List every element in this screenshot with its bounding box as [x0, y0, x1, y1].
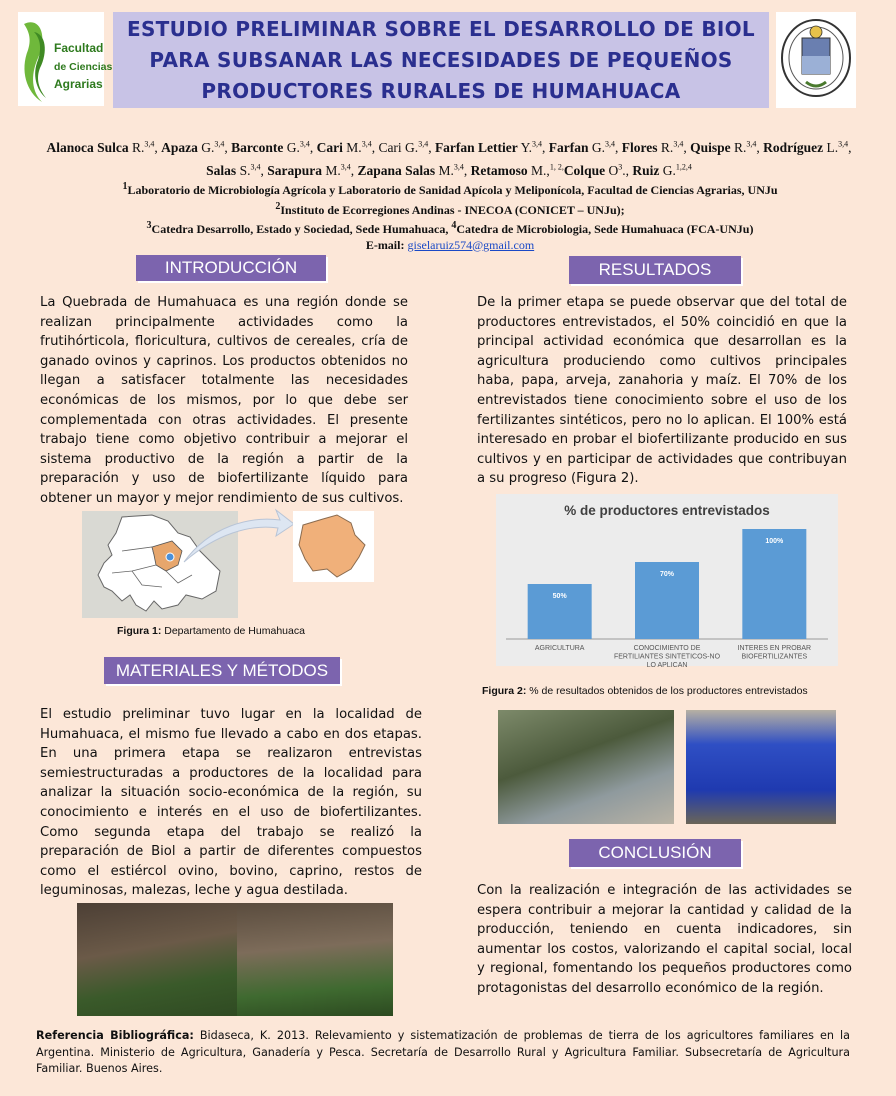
poster-title-box: [113, 12, 769, 108]
author-separator: ,: [224, 139, 232, 155]
author-initial: S.: [236, 163, 251, 178]
author-initial: G.: [283, 139, 300, 155]
author-surname: Farfan Lettier: [434, 139, 518, 155]
chart-title: % de productores entrevistados: [564, 503, 770, 518]
author-initial: R.: [657, 139, 674, 155]
author-affiliation-index: 3,4: [418, 139, 429, 148]
author-initial: L.: [823, 139, 839, 155]
affiliation-1: $^1$Laboratorio de Microbiología Agrícola y Laboratorio de Sanidad Apícola y Meliponícola, Facultad de Ciencias Agrarias, UNJu: [122, 181, 778, 197]
conclusion-text: Con la realización e integración de las actividades se espera contribuir a mejorar la cantidad y calidad de la producción, teniendo en cuenta indicadores, sin aumentar los costos, valorizando el capital social, local y regional, fomentando los pequeños productores como protagonistas del desarrollo económico de la región.: [477, 883, 852, 996]
introduction-text: La Quebrada de Humahuaca es una región donde se realizan principalmente actividades como la frutihórticola, floricultura, cultivos de cereales, cría de ganado ovinos y caprinos. Los productos obtenidos no llegan a satisfacer totalmente las necesidades económicas de los mismos, por lo que debe ser complementada con otras actividades. El presente trabajo tiene como objetivo contribuir a mejorar el sistema productivo de la región a partir de la preparación y uso de biofertilizante líquido para obtener un mayor y mejor rendimiento de sus cultivos.: [40, 295, 408, 506]
materials-text: El estudio preliminar tuvo lugar en la localidad de Humahuaca, el mismo fue llevado a cabo en dos etapas. En una primera etapa se realizaron entrevistas semiestructuradas a productores de la localidad para analizar la situación socio-económica de la región, su conocimiento e interés en el uso de biofertilizantes. Como segunda etapa del trabajo se realizó la preparación de Biol a partir de diferentes compuestos como el estiércol ovino, bovino, caprino, restos de leguminosas, malezas, leche y agua destilada.: [40, 707, 422, 899]
affiliation-3: $^3$Catedra Desarrollo, Estado y Sociedad, Sede Humahuaca, $^4$Catedra de Microbiologia, Sede Humahuaca (FCA-UNJu): [146, 220, 754, 236]
affiliations: [40, 179, 860, 253]
author-affiliation-index: 3,4: [453, 162, 464, 172]
author-initial: R.: [128, 139, 145, 155]
conclusion-heading: CONCLUSIÓN: [569, 839, 741, 867]
author-separator: ,: [154, 139, 162, 155]
zoom-arrow-icon: [180, 506, 296, 566]
author-initial: M.: [342, 139, 362, 155]
author-surname: Rodríguez: [763, 139, 824, 155]
chart-marks: [528, 529, 811, 669]
author-separator: ,: [371, 139, 379, 155]
author-separator: ,: [683, 139, 691, 155]
workshop-photo-right: [237, 903, 393, 1016]
author-separator: ,: [428, 139, 435, 155]
data-label-0: 50%: [552, 593, 567, 600]
svg-text:de Ciencias: de Ciencias: [54, 61, 113, 73]
chart-svg: [496, 494, 838, 669]
author-entry: [564, 163, 633, 178]
author-surname: Sarapura: [267, 163, 322, 178]
author-initial: M.: [435, 163, 454, 178]
category-label-line: CONOCIMIENTO DE: [633, 645, 701, 652]
university-seal: [776, 12, 856, 108]
department-shape-icon: [293, 511, 374, 582]
bibliographic-reference: Referencia Bibliográfica: Bidaseca, K. 2013. Relevamiento y sistematización de problemas de tierra de los agricultores familiares en la Argentina. Ministerio de Agricultura, Ganadería y Pesca. Secretaría de Desarrollo Rural y Agricultura Familiar. Subsecretaría de Agricultura Familiar. Buenos Aires.: [36, 1029, 850, 1075]
author-separator: ,: [615, 139, 622, 155]
author-entry: [378, 140, 435, 155]
author-affiliation-index: 3,4: [144, 139, 155, 148]
author-surname: Farfan: [548, 139, 589, 155]
author-initial: M.,: [527, 163, 550, 178]
category-label-1: [614, 645, 721, 669]
author-entry: [267, 163, 357, 178]
author-entry: [622, 140, 690, 155]
author-entry: [231, 140, 317, 155]
category-label-line: FERTILIANTES SINTETICOS-NO: [613, 653, 721, 661]
author-affiliation-index: 3,4: [214, 139, 225, 148]
svg-text:Agrarias: Agrarias: [54, 77, 103, 91]
author-entry: [549, 140, 622, 155]
author-initial: Cari G.: [378, 139, 419, 155]
category-label-2: [738, 645, 812, 661]
results-text: De la primer etapa se puede observar que del total de productores entrevistados, el 50% coincidió en que la principal actividad económica que desarrollan es la agricultura produciendo como cultivos principales haba, papa, arveja, zanahoria y maíz. El 70% de los entrevistados tiene conocimiento sobre el uso de los fertilizantes sintéticos, pero no lo aplican. El 100% está interesado en probar el biofertilizante producido en sus cultivos y en participar de actividades que contribuyan a su progreso (Figura 2).: [477, 295, 847, 487]
author-surname: Alanoca Sulca: [46, 139, 129, 155]
author-affiliation-index: 1,2,4: [675, 162, 692, 172]
introduction-heading: INTRODUCCIÓN: [136, 255, 326, 281]
svg-text:Facultad: Facultad: [54, 41, 104, 55]
author-separator: ,: [350, 163, 358, 178]
author-entry: [435, 140, 549, 155]
author-initial: Y.: [517, 139, 533, 155]
author-entry: [161, 140, 231, 155]
author-surname: Flores: [621, 139, 658, 155]
data-label-2: 100%: [765, 538, 784, 545]
author-initial: R.: [730, 139, 747, 155]
author-initial: G.: [659, 163, 676, 178]
author-entry: [357, 163, 470, 178]
author-separator: ,: [260, 163, 268, 178]
category-label-line: BIOFERTILIZANTES: [741, 653, 808, 661]
author-surname: Ruiz: [632, 163, 660, 178]
data-label-1: 70%: [659, 571, 675, 578]
biol-barrel-photo: [686, 710, 836, 824]
leaf-logo-icon: [18, 12, 113, 106]
author-affiliation-index: 3,4: [250, 162, 261, 172]
author-surname: Retamoso: [470, 163, 528, 178]
affiliation-2: $^2$Instituto de Ecorregiones Andinas - INECOA (CONICET – UNJu);: [275, 200, 625, 217]
bar-2: [742, 529, 806, 639]
author-surname: Colque: [563, 163, 606, 178]
interview-photo: [498, 710, 674, 824]
author-separator: ,: [848, 139, 852, 155]
category-label-line: LO APLICAN: [646, 662, 688, 669]
figure-2-caption: Figura 2: % de resultados obtenidos de los productores entrevistados: [482, 685, 808, 697]
author-entry: [317, 140, 379, 155]
category-label-0: [535, 645, 585, 652]
results-bar-chart: [496, 494, 838, 669]
author-initial: O: [605, 163, 619, 178]
author-affiliation-index: 3,4: [340, 162, 351, 172]
category-label-line: INTERES EN PROBAR: [737, 645, 812, 652]
author-surname: Cari: [316, 139, 343, 155]
author-entry: [471, 163, 564, 178]
contact-email: E-mail: giselaruiz574@gmail.com: [365, 237, 535, 252]
materials-heading: MATERIALES Y MÉTODOS: [104, 657, 340, 684]
faculty-logo: [18, 12, 113, 106]
author-surname: Zapana Salas: [357, 163, 436, 178]
author-separator: ,: [463, 163, 471, 178]
university-seal-icon: [776, 12, 856, 108]
author-initial: G.: [588, 139, 606, 155]
author-affiliation-index: 3: [618, 162, 623, 172]
poster-title: ESTUDIO PRELIMINAR SOBRE EL DESARROLLO DE BIOL PARA SUBSANAR LAS NECESIDADES DE PEQUEÑOS PRODUCTORES RURALES DE HUMAHUACA: [127, 16, 755, 103]
category-label-line: AGRICULTURA: [534, 645, 585, 652]
author-surname: Barconte: [231, 139, 284, 155]
author-affiliation-index: 3,4: [605, 139, 616, 148]
author-affiliation-index: 3,4: [673, 139, 684, 148]
author-surname: Apaza: [161, 139, 198, 155]
author-separator: ,: [756, 139, 764, 155]
author-entry: [47, 140, 162, 155]
author-initial: M.: [321, 163, 341, 178]
author-entry: [632, 163, 692, 178]
author-separator: ,: [542, 139, 549, 155]
workshop-photo-left: [77, 903, 237, 1016]
results-heading: RESULTADOS: [569, 256, 741, 284]
author-surname: Quispe: [690, 139, 731, 155]
humahuaca-inset-map: [293, 511, 374, 582]
figure-1-caption: Figura 1: Departamento de Humahuaca: [117, 625, 305, 637]
author-affiliation-index: 1, 2,: [549, 162, 564, 172]
author-affiliation-index: 3,4: [361, 139, 372, 148]
author-list: [36, 134, 862, 181]
author-affiliation-index: 3,4: [299, 139, 310, 148]
author-separator: .,: [622, 163, 633, 178]
author-affiliation-index: 3,4: [532, 139, 543, 148]
author-surname: Salas: [206, 163, 237, 178]
author-initial: G.: [197, 139, 215, 155]
author-separator: ,: [309, 139, 317, 155]
author-entry: [690, 140, 763, 155]
author-affiliation-index: 3,4: [746, 139, 757, 148]
email-link[interactable]: giselaruiz574@gmail.com: [407, 237, 535, 252]
author-entry: [206, 163, 267, 178]
author-affiliation-index: 3,4: [838, 139, 849, 148]
author-entry: [763, 140, 851, 155]
